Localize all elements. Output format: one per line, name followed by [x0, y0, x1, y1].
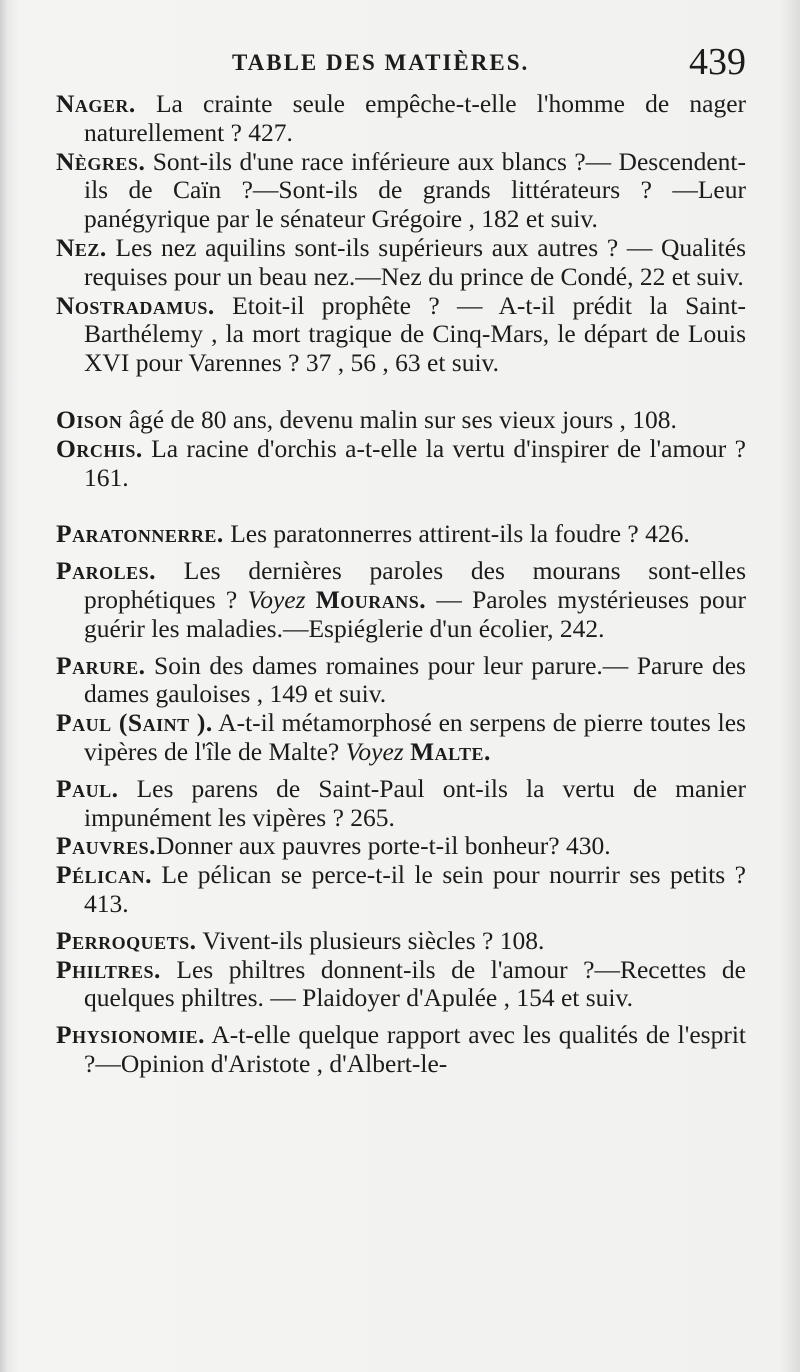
entry-text-continued: — Paroles mystérieuses pour guérir les maladies.—Espiéglerie d'un écolier, 242. — [84, 584, 747, 643]
book-page — [56, 38, 746, 1358]
entry-text: Les paratonnerres attirent-ils la foudre ? 426. — [223, 519, 690, 549]
index-entry-paul — [56, 775, 746, 833]
entry-text: Les dernières paroles des mourans sont-elles prophétiques ? — [84, 556, 746, 614]
entry-head: Philtres. — [56, 954, 161, 984]
see-reference: Voyez — [237, 584, 316, 614]
entry-head: Parure. — [56, 650, 146, 680]
see-reference: Voyez — [339, 736, 411, 766]
index-entry-philtres — [56, 956, 746, 1014]
entry-text: A-t-elle quelque rapport avec les qualités de l'esprit ?—Opinion d'Aristote , d'Albert-le- — [84, 1020, 746, 1078]
entry-text: A-t-il métamorphosé en serpens de pierre toutes les vipères de l'île de Malte? — [84, 708, 746, 766]
index-entry-nez — [56, 234, 746, 292]
page-number: 439 — [689, 41, 746, 83]
index-entry-oison — [56, 406, 746, 435]
entry-head: Paul. — [56, 773, 119, 803]
entry-head: Perroquets. — [56, 925, 197, 955]
index-entry-paul-saint — [56, 709, 746, 767]
entry-head: Paratonnerre. — [56, 519, 224, 549]
index-entry-nager — [56, 90, 746, 148]
index-entry-physionomie — [56, 1021, 746, 1079]
index-entry-pauvres — [56, 832, 746, 861]
index-entry-perroquets — [56, 927, 746, 956]
entry-text: La racine d'orchis a-t-elle la vertu d'inspirer de l'amour ? 161. — [84, 433, 746, 492]
index-entry-parure — [56, 652, 746, 710]
entry-text: âgé de 80 ans, devenu malin sur ses vieux jours , 108. — [122, 404, 677, 434]
entry-text: Vivent-ils plusieurs siècles ? 108. — [196, 925, 545, 955]
see-target: Malte. — [410, 736, 491, 766]
entry-head: Nègres. — [56, 146, 146, 176]
entry-text: Etoit-il prophête ? — A-t-il prédit la Saint-Barthélemy , la mort tragique de Cinq-Mars, le départ de Louis XVI pour Varennes ? 37 , 56 , 63 et suiv. — [84, 290, 746, 378]
index-list — [56, 90, 746, 1079]
entry-head: Pélican. — [56, 860, 152, 890]
entry-head: Nostradamus. — [56, 290, 215, 320]
entry-head: Orchis. — [56, 433, 143, 463]
page-header — [56, 38, 746, 90]
entry-text: Soin des dames romaines pour leur parure.— Parure des dames gauloises , 149 et suiv. — [84, 650, 746, 709]
entry-text: Sont-ils d'une race inférieure aux blancs ?— Descendent-ils de Caïn ?—Sont-ils de grands littérateurs ? —Leur panégyrique par le sénateur Grégoire , 182 et suiv. — [84, 146, 746, 234]
index-entry-nostradamus — [56, 292, 746, 378]
index-entry-paroles — [56, 557, 746, 643]
index-entry-orchis — [56, 435, 746, 493]
see-target: Mourans. — [315, 584, 427, 614]
entry-text: Les nez aquilins sont-ils supérieurs aux autres ? — Qualités requises pour un beau nez.—Nez du prince de Condé, 22 et suiv. — [84, 232, 746, 291]
entry-head: Nez. — [56, 232, 107, 262]
entry-head: Paul (Saint ). — [56, 708, 213, 738]
index-entry-pelican — [56, 861, 746, 919]
entry-text: Les parens de Saint-Paul ont-ils la vertu de manier impunément les vipères ? 265. — [84, 773, 746, 832]
index-entry-negres — [56, 148, 746, 234]
entry-text: Donner aux pauvres porte-t-il bonheur? 430. — [155, 831, 611, 861]
entry-head: Nager. — [56, 89, 136, 118]
entry-text: Le pélican se perce-t-il le sein pour nourrir ses petits ? 413. — [84, 860, 746, 918]
entry-text: La crainte seule empêche-t-elle l'homme de nager naturellement ? 427. — [84, 89, 746, 147]
entry-head: Paroles. — [56, 556, 156, 586]
entry-head: Physionomie. — [56, 1020, 205, 1050]
running-head: TABLE DES MATIÈRES. — [232, 50, 530, 75]
entry-head: Pauvres. — [56, 831, 156, 861]
entry-text: Les philtres donnent-ils de l'amour ?—Recettes de quelques philtres. — Plaidoyer d'Apulée , 154 et suiv. — [84, 954, 746, 1013]
entry-head: Oison — [56, 404, 123, 434]
index-entry-paratonnerre — [56, 520, 746, 549]
